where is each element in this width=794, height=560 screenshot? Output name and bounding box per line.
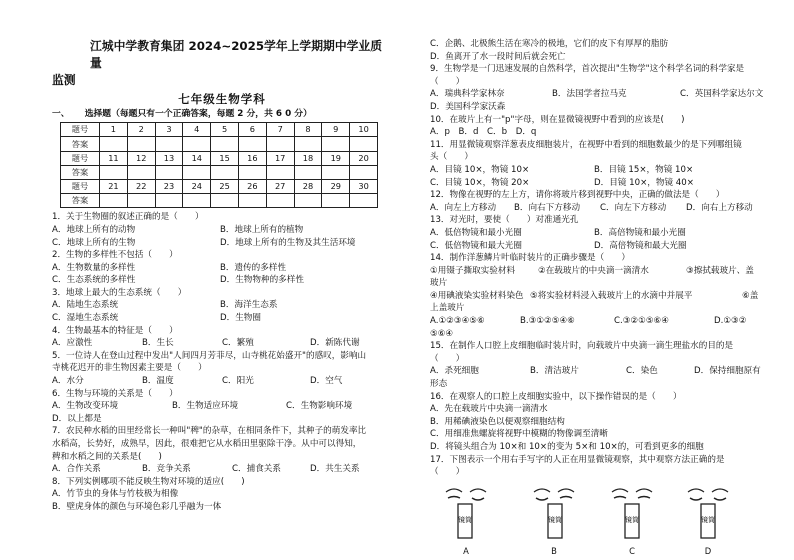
option[interactable]: C．生态系统的多样性 — [52, 275, 136, 286]
answer-cell[interactable] — [350, 137, 378, 151]
answer-cell[interactable] — [100, 137, 128, 151]
option[interactable]: C．向左下方移动 — [600, 202, 667, 213]
option[interactable]: A．应激性 — [52, 338, 93, 349]
question-8-option-a[interactable]: A．竹节虫的身体与竹枝极为相像 — [52, 489, 179, 500]
microscope-face-c-icon — [608, 484, 656, 544]
answer-cell[interactable] — [211, 137, 239, 151]
option[interactable]: D．向右上方移动 — [686, 202, 753, 213]
question-10-options[interactable]: A．p B．d C．b D．q — [430, 127, 537, 138]
question-14-steps-row2: 玻片 — [430, 278, 448, 289]
question-number-cell: 19 — [322, 151, 350, 165]
question-7-line1: 7．农民种水稻的田里经常长一种叫"稗"的杂草，在相同条件下，其种子的萌发率比 — [52, 426, 367, 437]
option[interactable]: B.③①②⑤④⑥ — [520, 316, 575, 327]
option[interactable]: B．清洁玻片 — [530, 366, 579, 377]
option[interactable]: D．共生关系 — [310, 464, 360, 475]
option[interactable]: A．低倍物镜和最小光圈 — [430, 227, 522, 238]
question-number-cell: 15 — [211, 151, 239, 165]
question-11: 11．用显微镜观察洋葱表皮细胞装片，在视野中看到的细胞数最少的是下列哪组镜 — [430, 139, 742, 150]
left-column — [52, 38, 392, 514]
answer-table-answer-row — [61, 165, 378, 179]
question-15-option-d-cont: 形态 — [430, 379, 448, 390]
question-number-cell: 30 — [350, 179, 378, 193]
answer-table-number-row — [61, 151, 378, 165]
option[interactable]: C．繁殖 — [222, 338, 254, 349]
question-14-options — [430, 315, 780, 328]
question-12: 12．物像在视野的左上方，请你将玻片移到视野中央，正确的做法是（ ） — [430, 190, 725, 201]
step: ⑤将实验材料浸入载玻片上的水滴中并展平 — [530, 290, 693, 301]
question-number-cell: 29 — [322, 179, 350, 193]
option[interactable]: A．陆地生态系统 — [52, 300, 119, 311]
option[interactable]: A．地球上所有的动物 — [52, 224, 136, 235]
answer-cell[interactable] — [183, 194, 211, 208]
figure-d[interactable] — [684, 484, 732, 554]
option[interactable]: A．生物数量的多样性 — [52, 262, 136, 273]
question-7-options — [52, 463, 392, 476]
option[interactable]: A．瑞典科学家林奈 — [430, 89, 505, 100]
question-13: 13．对光时，要使（ ）对准通光孔 — [430, 215, 579, 226]
question-4: 4．生物最基本的特征是（ ） — [52, 325, 178, 336]
answer-cell[interactable] — [100, 194, 128, 208]
exam-title-line2: 监测 — [52, 73, 76, 87]
microscope-face-b-icon — [530, 484, 578, 544]
option[interactable]: D．生物物种的多样性 — [220, 275, 304, 286]
answer-cell[interactable] — [155, 137, 183, 151]
answer-cell[interactable] — [155, 165, 183, 179]
option[interactable]: D．空气 — [310, 376, 343, 387]
question-2-options-row2 — [52, 274, 392, 287]
microscope-face-d-icon — [684, 484, 732, 544]
question-15-options — [430, 365, 780, 378]
option[interactable]: B．向右下方移动 — [514, 202, 581, 213]
figure-label: A — [463, 546, 469, 556]
question-13-options-row2 — [430, 240, 780, 253]
answer-cell[interactable] — [294, 137, 322, 151]
option[interactable]: A．合作关系 — [52, 464, 101, 475]
step: ④用碘液染实验材料染色 — [430, 290, 524, 301]
answer-table — [60, 122, 378, 208]
question-6-options — [52, 400, 392, 413]
question-11-options-row2 — [430, 177, 780, 190]
answer-cell[interactable] — [322, 137, 350, 151]
option[interactable]: B．温度 — [142, 376, 174, 387]
answer-label: 答案 — [61, 194, 100, 208]
question-7-line2: 水稻高，长势好，成熟早，因此，很难把它从水稻田里驱除干净。从中可以得知， — [52, 439, 362, 449]
figure-b[interactable] — [530, 484, 578, 554]
question-17: 17．下图表示一个用右手写字的人正在用显微镜观察，其中观察方法正确的是 — [430, 454, 725, 465]
question-3-options-row1 — [52, 299, 392, 312]
question-8-option-d[interactable]: D．鱼离开了水一段时间后就会死亡 — [430, 51, 566, 62]
option[interactable]: C．染色 — [626, 366, 658, 377]
answer-cell[interactable] — [127, 137, 155, 151]
svg-text:镜筒: 镜筒 — [548, 516, 562, 524]
question-9: 9．生物学是一门迅速发展的自然科学，首次提出"生物学"这个科学名词的科学家是 — [430, 64, 745, 75]
answer-cell[interactable] — [183, 165, 211, 179]
question-number-cell: 16 — [238, 151, 266, 165]
question-14-option-d-cont: ⑤⑥④ — [430, 328, 454, 339]
row-label: 题号 — [61, 179, 100, 193]
question-16-option-a[interactable]: A．先在载玻片中央滴一滴清水 — [430, 404, 548, 415]
option[interactable]: D．生物圈 — [220, 313, 261, 324]
option[interactable]: D．美国科学家沃森 — [430, 101, 506, 112]
question-16: 16．在观察人的口腔上皮细胞实验中，以下操作错误的是（ ） — [430, 391, 682, 402]
question-7-line3: 稗和水稻之间的关系是( ) — [52, 451, 162, 462]
question-number-cell: 11 — [100, 151, 128, 165]
option[interactable]: D．以上都是 — [52, 413, 102, 424]
answer-label: 答案 — [61, 137, 100, 151]
option[interactable]: C．地球上所有的生物 — [52, 237, 136, 248]
question-1: 1．关于生物圈的叙述正确的是（ ） — [52, 212, 204, 223]
question-number-cell: 17 — [266, 151, 294, 165]
option[interactable]: C．生物影响环境 — [286, 401, 353, 412]
answer-cell[interactable] — [350, 165, 378, 179]
option[interactable]: D．保持细胞原有 — [694, 366, 761, 377]
question-14-steps-row4: 上盖玻片 — [430, 303, 465, 314]
answer-cell[interactable] — [155, 194, 183, 208]
answer-table-number-row — [61, 179, 378, 193]
question-2: 2．生物的多样性不包括（ ） — [52, 250, 178, 261]
answer-cell[interactable] — [266, 194, 294, 208]
answer-table-answer-row — [61, 137, 378, 151]
answer-cell[interactable] — [294, 194, 322, 208]
question-1-options-row2 — [52, 237, 392, 250]
question-8-option-c[interactable]: C．企鹅、北极熊生活在寒冷的极地，它们的皮下有厚厚的脂肪 — [430, 39, 669, 49]
answer-cell[interactable] — [238, 165, 266, 179]
option[interactable]: B．生物适应环境 — [172, 401, 239, 412]
answer-cell[interactable] — [127, 194, 155, 208]
question-15-line2: （ ） — [430, 353, 465, 364]
question-17-figures — [430, 482, 780, 558]
question-11-options-row1 — [430, 164, 780, 177]
question-number-cell: 5 — [211, 123, 239, 137]
answer-cell[interactable] — [266, 137, 294, 151]
figure-c[interactable] — [608, 484, 656, 554]
option[interactable]: C.③②①⑤⑥④ — [614, 316, 669, 327]
question-6: 6．生物与环境的关系是（ ） — [52, 388, 178, 399]
question-number-cell: 9 — [322, 123, 350, 137]
option[interactable]: B．海洋生态系 — [220, 300, 278, 311]
question-5-line2: 寺桃花迟开的非生物因素主要是（ ） — [52, 363, 207, 374]
question-16-option-d[interactable]: D．将镜头组合为 10×和 10×的变为 5×和 10×的，可看到更多的细胞 — [430, 442, 704, 452]
right-column — [430, 38, 780, 479]
question-6-options-row2 — [52, 413, 392, 426]
answer-cell[interactable] — [322, 165, 350, 179]
question-13-options-row1 — [430, 227, 780, 240]
question-number-cell: 18 — [294, 151, 322, 165]
question-number-cell: 28 — [294, 179, 322, 193]
option[interactable]: C．目镜 10×，物镜 20× — [430, 177, 530, 188]
option[interactable]: B．高倍物镜和最小光圈 — [594, 227, 686, 238]
question-9-line2: （ ） — [430, 76, 465, 87]
question-number-cell: 23 — [155, 179, 183, 193]
question-number-cell: 13 — [155, 151, 183, 165]
question-9-options-row1 — [430, 88, 780, 101]
answer-cell[interactable] — [238, 194, 266, 208]
question-number-cell: 27 — [266, 179, 294, 193]
question-number-cell: 6 — [238, 123, 266, 137]
question-number-cell: 22 — [127, 179, 155, 193]
option[interactable]: B．遗传的多样性 — [220, 262, 287, 273]
question-17-line2: （ ） — [430, 467, 465, 478]
section-number: 一、 — [52, 108, 70, 119]
option[interactable]: C．捕食关系 — [232, 464, 281, 475]
question-number-cell: 2 — [127, 123, 155, 137]
question-14-steps-row1 — [430, 265, 780, 278]
answer-cell[interactable] — [238, 137, 266, 151]
answer-table-number-row — [61, 123, 378, 137]
option[interactable]: A．水分 — [52, 376, 84, 387]
option[interactable]: A．生物改变环境 — [52, 401, 119, 412]
question-5-line1: 5．一位诗人在登山过程中发出"人间四月芳菲尽，山寺桃花始盛开"的感叹，影响山 — [52, 350, 367, 361]
answer-table-answer-row — [61, 194, 378, 208]
svg-text:镜筒: 镜筒 — [625, 516, 639, 524]
answer-cell[interactable] — [100, 165, 128, 179]
option[interactable]: D．新陈代谢 — [310, 338, 360, 349]
option[interactable]: C．湿地生态系统 — [52, 313, 119, 324]
question-number-cell: 10 — [350, 123, 378, 137]
section-heading — [52, 108, 392, 121]
question-number-cell: 1 — [100, 123, 128, 137]
option[interactable]: A.①②③④⑤⑥ — [430, 316, 485, 327]
section-text: 选择题（每题只有一个正确答案，每题 2 分，共 6 0 分） — [84, 108, 312, 119]
option[interactable]: A．杀死细胞 — [430, 366, 479, 377]
option[interactable]: C．低倍物镜和最大光圈 — [430, 240, 522, 251]
option[interactable]: D．地球上所有的生物及其生活环境 — [220, 237, 356, 248]
question-number-cell: 14 — [183, 151, 211, 165]
question-number-cell: 25 — [211, 179, 239, 193]
question-1-options-row1 — [52, 224, 392, 237]
question-2-options-row1 — [52, 262, 392, 275]
question-16-option-b[interactable]: B．用稀碘液染色以便观察细胞结构 — [430, 416, 565, 427]
question-8: 8．下列实例哪项不能反映生物对环境的适应( ) — [52, 476, 245, 487]
question-15: 15．在制作人口腔上皮细胞临时装片时，向载玻片中央滴一滴生理盐水的目的是 — [430, 341, 734, 352]
option[interactable]: B．生长 — [142, 338, 174, 349]
question-number-cell: 12 — [127, 151, 155, 165]
option[interactable]: C．阳光 — [222, 376, 254, 387]
option[interactable]: B．目镜 15×，物镜 10× — [594, 164, 694, 175]
question-number-cell: 7 — [266, 123, 294, 137]
answer-cell[interactable] — [350, 194, 378, 208]
step: ②在载玻片的中央滴一滴清水 — [538, 265, 649, 276]
question-number-cell: 26 — [238, 179, 266, 193]
question-number-cell: 4 — [183, 123, 211, 137]
question-11-line2: 头（ ） — [430, 152, 473, 163]
option[interactable]: D．目镜 10×，物镜 40× — [594, 177, 694, 188]
figure-label: B — [551, 546, 557, 556]
step: ⑥盖 — [742, 290, 759, 301]
microscope-face-a-icon — [442, 484, 490, 544]
answer-cell[interactable] — [183, 137, 211, 151]
question-9-options-row2 — [430, 101, 780, 114]
figure-label: D — [704, 546, 712, 556]
option[interactable]: C．英国科学家达尔文 — [680, 89, 764, 100]
question-16-option-c[interactable]: C．用细准焦螺旋将视野中模糊的物像调至清晰 — [430, 429, 608, 440]
svg-text:镜筒: 镜筒 — [701, 516, 715, 524]
question-3: 3．地球上最大的生态系统（ ） — [52, 287, 187, 298]
question-4-options — [52, 337, 392, 350]
exam-title-line1: 江城中学教育集团 2024~2025学年上学期期中学业质量 — [90, 39, 383, 70]
question-12-options — [430, 202, 780, 215]
step: ③擦拭载玻片、盖 — [686, 265, 754, 276]
answer-cell[interactable] — [211, 165, 239, 179]
question-3-options-row2 — [52, 312, 392, 325]
option[interactable]: B．竞争关系 — [142, 464, 191, 475]
step: ①用镊子撕取实验材料 — [430, 265, 516, 276]
subject-title: 七年级生物学科 — [178, 92, 266, 106]
figure-label: C — [629, 546, 635, 556]
row-label: 题号 — [61, 123, 100, 137]
question-number-cell: 24 — [183, 179, 211, 193]
answer-cell[interactable] — [266, 165, 294, 179]
question-number-cell: 3 — [155, 123, 183, 137]
answer-cell[interactable] — [294, 165, 322, 179]
question-number-cell: 8 — [294, 123, 322, 137]
option[interactable]: B．法国学者拉马克 — [552, 89, 627, 100]
answer-cell[interactable] — [127, 165, 155, 179]
option[interactable]: B．地球上所有的植物 — [220, 224, 304, 235]
option[interactable]: A．向左上方移动 — [430, 202, 497, 213]
question-number-cell: 20 — [350, 151, 378, 165]
figure-a[interactable] — [442, 484, 490, 554]
question-number-cell: 21 — [100, 179, 128, 193]
option[interactable]: D．高倍物镜和最大光圈 — [594, 240, 687, 251]
svg-text:镜筒: 镜筒 — [458, 516, 472, 524]
question-14: 14．制作洋葱鳞片叶临时装片的正确步骤是（ ） — [430, 253, 630, 264]
question-8-option-b[interactable]: B．壁虎身体的颜色与环境色彩几乎融为一体 — [52, 501, 222, 512]
question-14-steps-row3 — [430, 290, 780, 303]
row-label: 题号 — [61, 151, 100, 165]
answer-cell[interactable] — [322, 194, 350, 208]
question-10: 10．在玻片上有一"p"字母，则在显微镜视野中看到的应该是( ) — [430, 114, 685, 125]
answer-label: 答案 — [61, 165, 100, 179]
question-5-options — [52, 375, 392, 388]
option[interactable]: D.①③② — [714, 316, 747, 327]
answer-cell[interactable] — [211, 194, 239, 208]
option[interactable]: A．目镜 10×，物镜 10× — [430, 164, 530, 175]
